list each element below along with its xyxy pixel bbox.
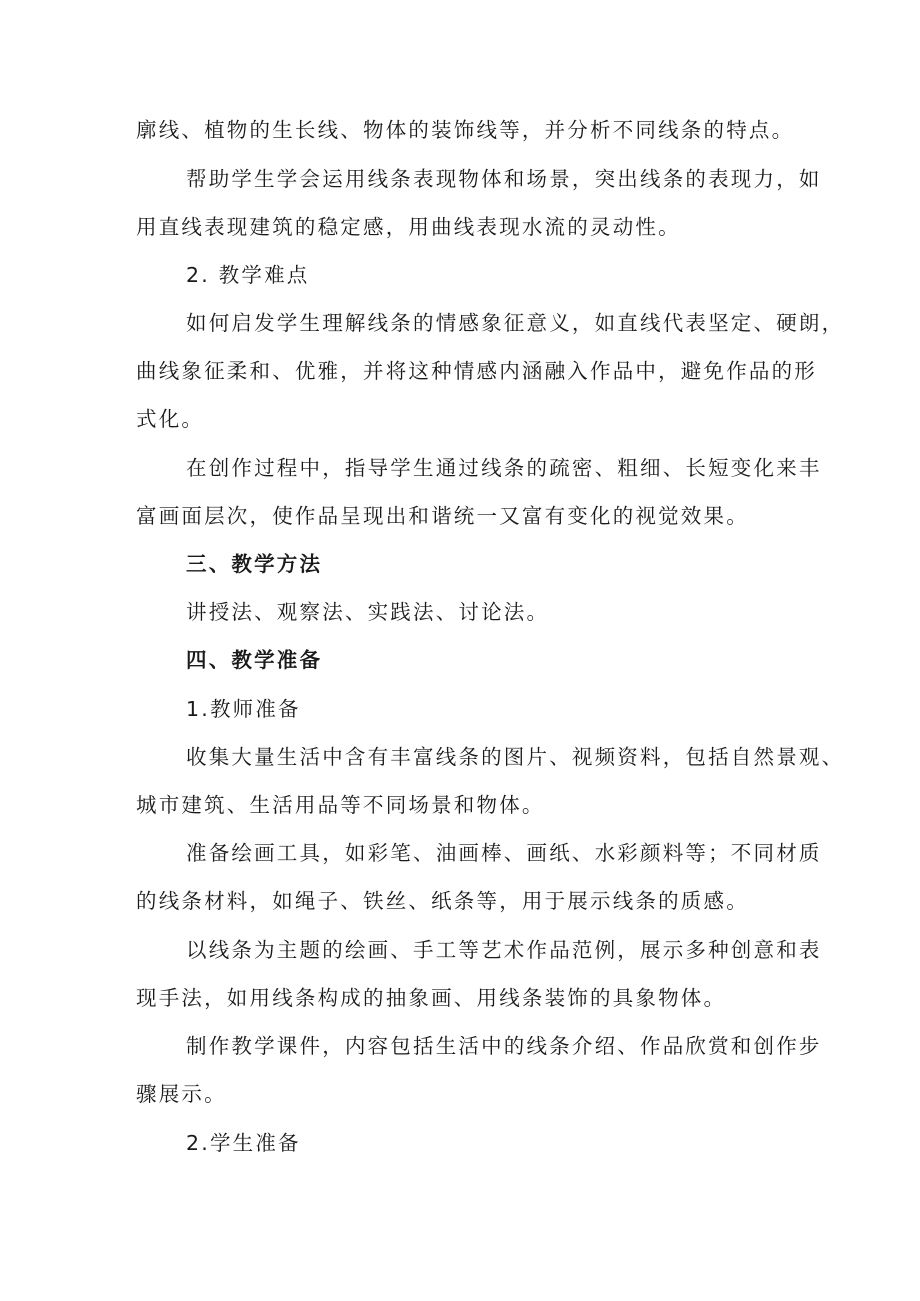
paragraph-line: 现手法，如用线条构成的抽象画、用线条装饰的具象物体。 (136, 986, 727, 1010)
section-heading: 三、教学方法 (186, 552, 323, 576)
paragraph-line: 如何启发学生理解线条的情感象征意义，如直线代表坚定、硬朗， (186, 311, 845, 335)
paragraph-line: 曲线象征柔和、优雅，并将这种情感内涵融入作品中，避免作品的形 (136, 359, 817, 383)
paragraph-line: 以线条为主题的绘画、手工等艺术作品范例，展示多种创意和表 (186, 938, 822, 962)
paragraph-line: 的线条材料，如绳子、铁丝、纸条等，用于展示线条的质感。 (136, 889, 749, 913)
subsection-heading: 2.学生准备 (186, 1131, 301, 1155)
paragraph-line: 式化。 (136, 407, 205, 431)
section-heading: 四、教学准备 (186, 648, 323, 672)
paragraph-line: 在创作过程中，指导学生通过线条的疏密、粗细、长短变化来丰 (186, 456, 822, 480)
paragraph-line: 富画面层次，使作品呈现出和谐统一又富有变化的视觉效果。 (136, 504, 749, 528)
paragraph-line: 准备绘画工具，如彩笔、油画棒、画纸、水彩颜料等；不同材质 (186, 841, 822, 865)
paragraph-line: 城市建筑、生活用品等不同场景和物体。 (136, 793, 545, 817)
subsection-heading: 1.教师准备 (186, 697, 301, 721)
subsection-heading: 2. 教学难点 (186, 263, 310, 287)
paragraph-line: 收集大量生活中含有丰富线条的图片、视频资料，包括自然景观、 (186, 745, 845, 769)
paragraph-line: 骤展示。 (136, 1082, 227, 1106)
paragraph-line: 制作教学课件，内容包括生活中的线条介绍、作品欣赏和创作步 (186, 1034, 822, 1058)
paragraph-line: 用直线表现建筑的稳定感，用曲线表现水流的灵动性。 (136, 215, 681, 239)
paragraph-line: 帮助学生学会运用线条表现物体和场景，突出线条的表现力，如 (186, 167, 822, 191)
paragraph-line: 廓线、植物的生长线、物体的装饰线等，并分析不同线条的特点。 (136, 118, 795, 142)
paragraph-line: 讲授法、观察法、实践法、讨论法。 (186, 600, 550, 624)
